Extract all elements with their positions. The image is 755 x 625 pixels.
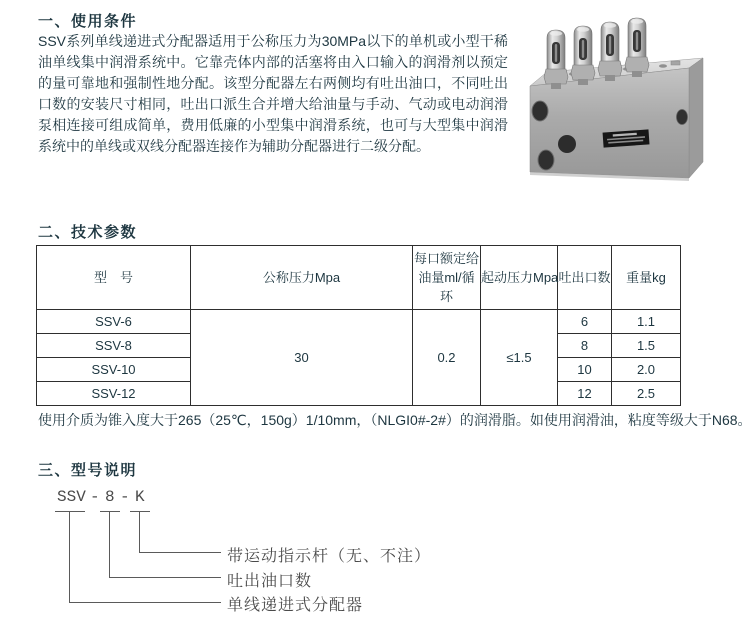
indicator-pin [571, 26, 595, 85]
specs-table [36, 245, 681, 406]
nameplate [603, 129, 650, 147]
distributor-photo-illustration [503, 14, 755, 208]
col-header-model: 型 号 [37, 246, 191, 310]
cell-oil-per-port: 0.2 [413, 310, 481, 406]
outlet-hole [538, 150, 554, 170]
product-photo [503, 14, 755, 208]
table-header-row [37, 246, 681, 310]
col-header-start-pressure: 起动压力Mpa [481, 246, 558, 310]
model-code-label-series: 单线递进式分配器 [227, 597, 364, 614]
media-note: 使用介质为锥入度大于265（25℃，150g）1/10mm，（NLGI0#-2#）的润滑脂。如使用润滑油，粘度等级大于N68。 [38, 412, 752, 428]
cell-weight: 1.1 [612, 310, 681, 334]
cell-outlets: 12 [558, 382, 612, 406]
cell-model: SSV-12 [37, 382, 191, 406]
indicator-pin [625, 18, 649, 77]
cell-outlets: 8 [558, 334, 612, 358]
indicator-pin [544, 30, 568, 89]
cell-nominal-pressure: 30 [191, 310, 413, 406]
col-header-oil-per-port: 每口额定给油量ml/循环 [413, 246, 481, 310]
indicator-pin [598, 22, 622, 81]
side-hole [677, 110, 688, 125]
block-right-face [689, 58, 703, 178]
cell-model: SSV-6 [37, 310, 191, 334]
table-row [37, 310, 681, 334]
model-code-label-outlets: 吐出油口数 [227, 573, 313, 590]
usage-conditions-paragraph: SSV系列单线递进式分配器适用于公称压力为30MPa以下的单机或小型干稀油单线集中润滑系统中。它靠壳体内部的活塞将由入口输入的润滑剂以预定的量可靠地和强制性地分配。该型分配器左右两侧均有吐出油口，不同吐出口数的安装尺寸相同，吐出口派生合并增大给油量与手动、气动或电动润滑泵相连接可组成简单，费用低廉的小型集中润滑系统，也可与大型集中润滑系统中的单线或双线分配器连接作为辅助分配器进行二级分配。 [38, 33, 508, 154]
col-header-nominal-pressure: 公称压力Mpa [191, 246, 413, 310]
cell-model: SSV-10 [37, 358, 191, 382]
model-code-label-indicator: 带运动指示杆（无、不注） [227, 548, 432, 565]
cell-model: SSV-8 [37, 334, 191, 358]
cell-outlets: 6 [558, 310, 612, 334]
col-header-outlets: 吐出口数 [558, 246, 612, 310]
section-model-code-heading: 三、型号说明 [38, 462, 138, 479]
mount-hole [558, 135, 576, 153]
model-code-dash: - [90, 488, 100, 506]
model-code-outlets: 8 [105, 488, 115, 506]
cell-weight: 2.0 [612, 358, 681, 382]
model-code-dash: - [120, 488, 130, 506]
model-code-indicator: K [135, 488, 145, 506]
cell-weight: 2.5 [612, 382, 681, 406]
section-usage-heading: 一、使用条件 [38, 13, 138, 30]
cell-weight: 1.5 [612, 334, 681, 358]
cell-start-pressure: ≤1.5 [481, 310, 558, 406]
outlet-hole [532, 101, 548, 121]
model-code-prefix: SSV [57, 488, 86, 506]
cell-outlets: 10 [558, 358, 612, 382]
section-specs-heading: 二、技术参数 [38, 224, 138, 241]
col-header-weight: 重量kg [612, 246, 681, 310]
